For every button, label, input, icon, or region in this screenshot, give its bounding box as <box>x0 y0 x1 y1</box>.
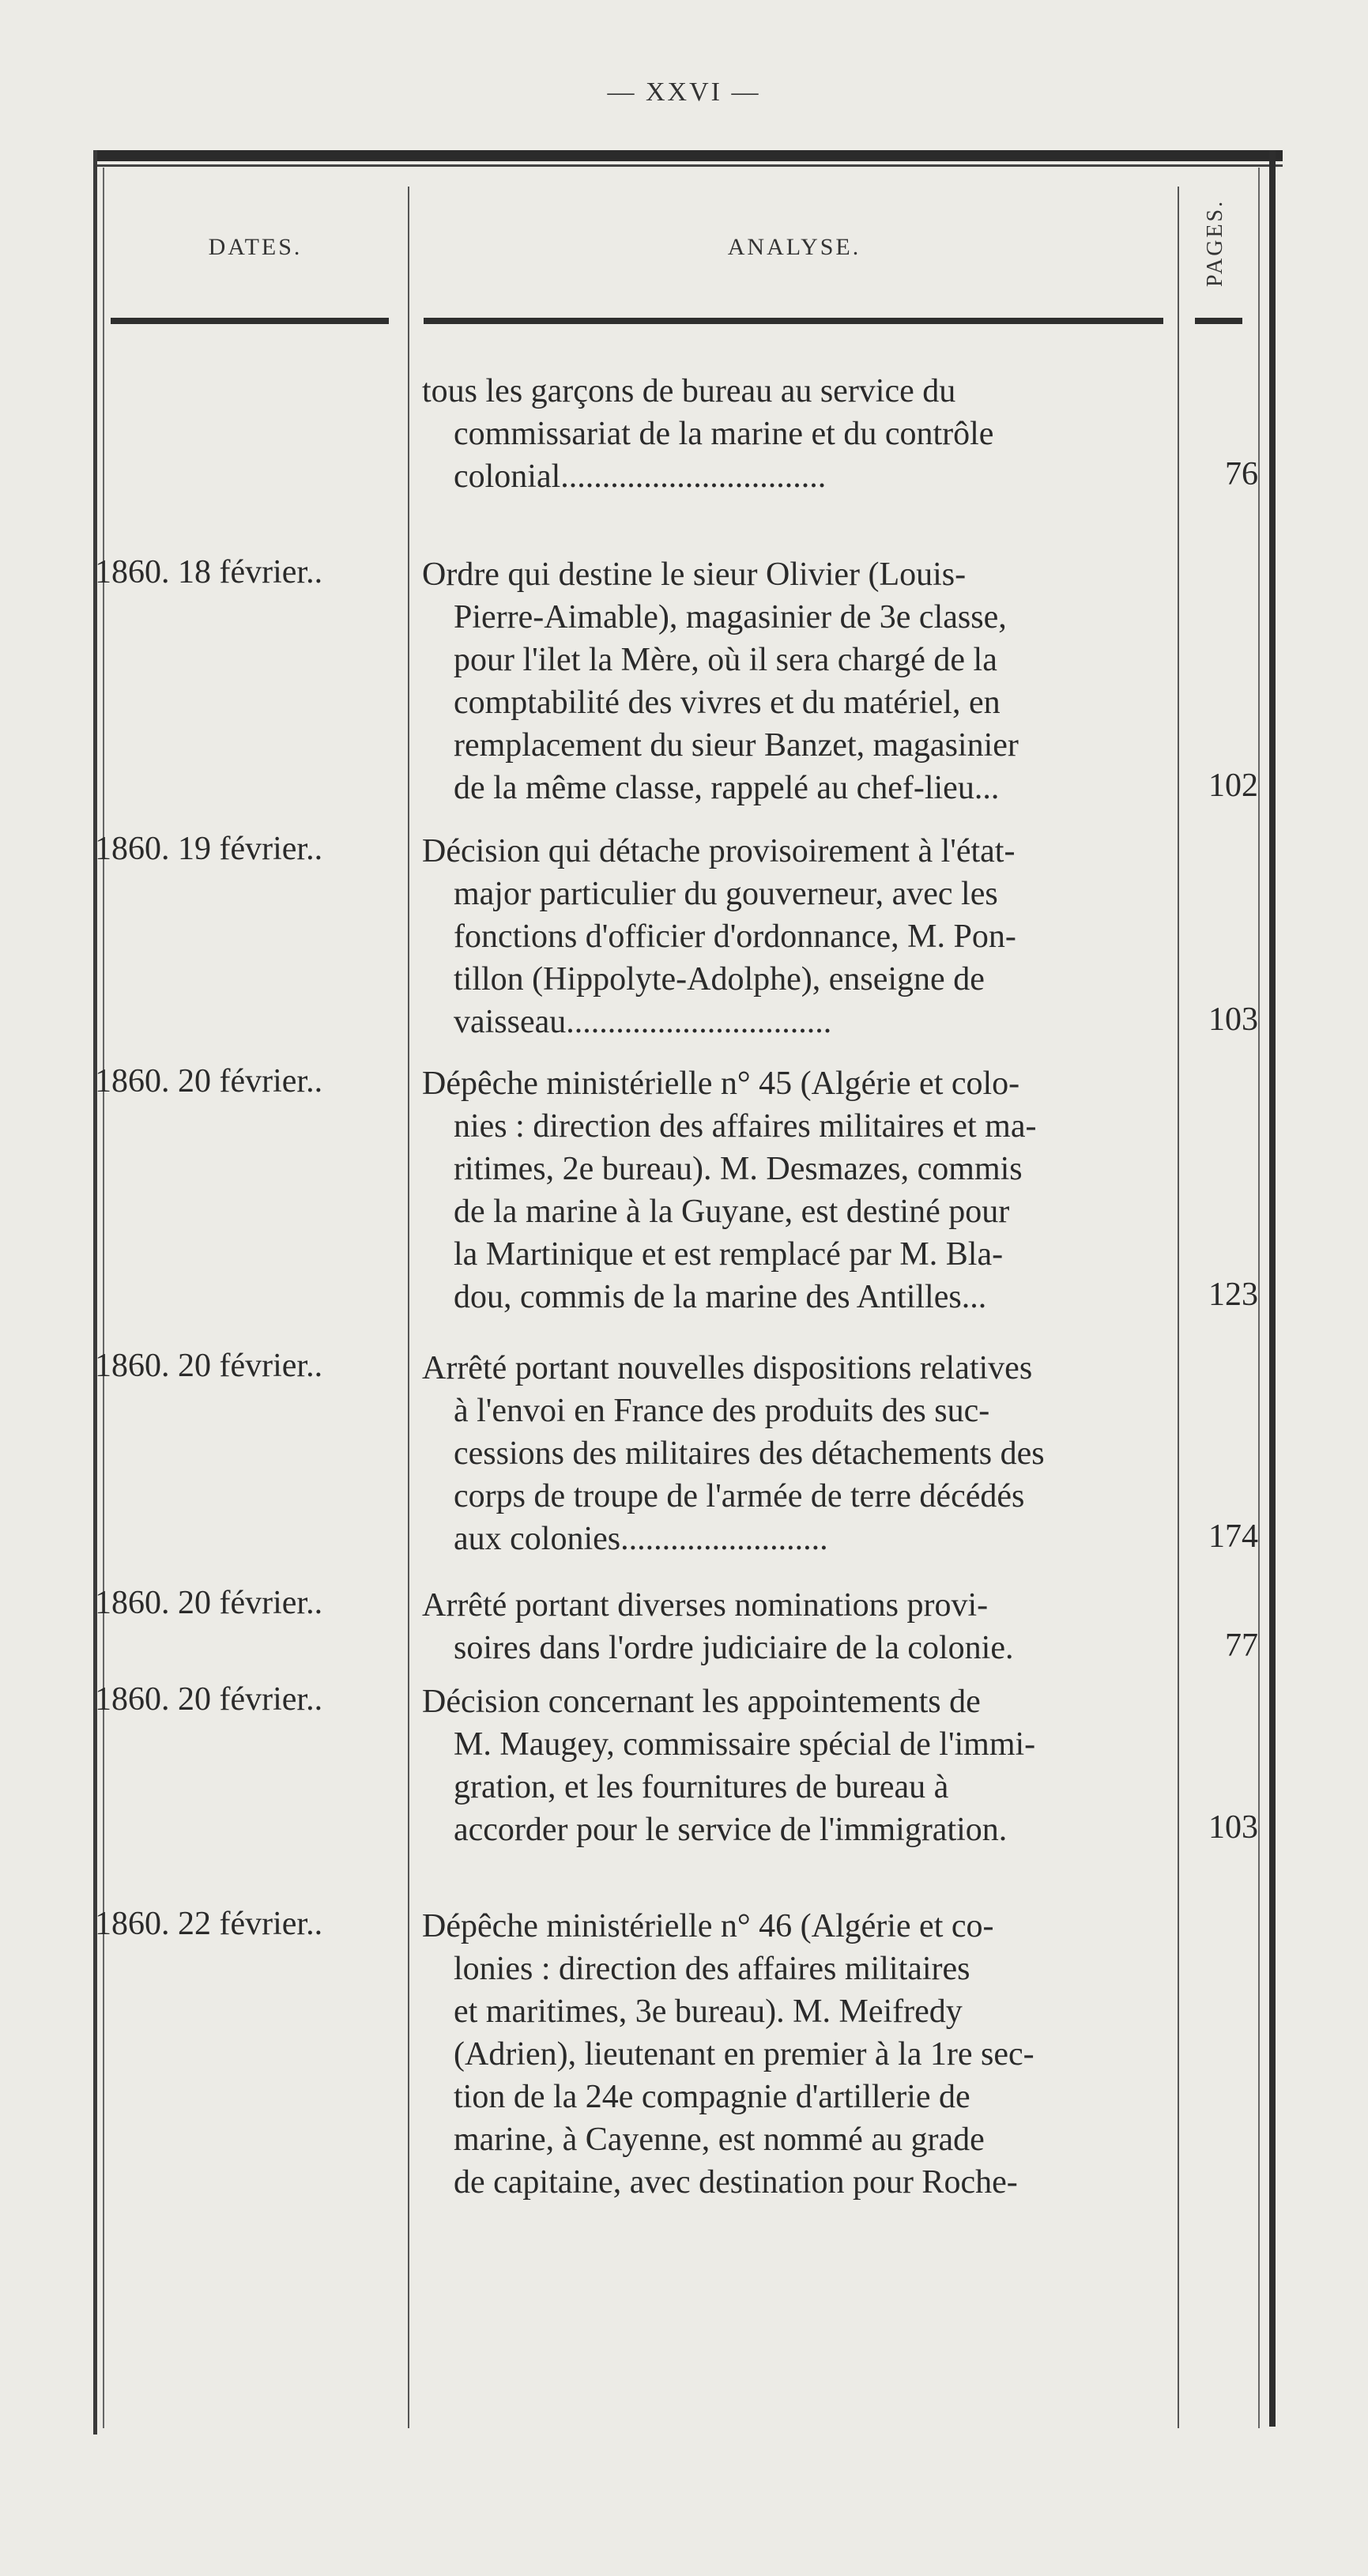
entry-analysis <box>422 370 1173 498</box>
pages-column-divider <box>1178 187 1179 2428</box>
analysis-line: Arrêté portant diverses nominations provi- <box>422 1587 989 1624</box>
table-top-border-thin <box>93 164 1283 167</box>
analysis-line: corps de troupe de l'armée de terre décédés <box>454 1478 1025 1514</box>
analysis-line: cessions des militaires des détachements des <box>454 1435 1045 1472</box>
dates-column-divider <box>408 187 409 2428</box>
analysis-line: Décision concernant les appointements de <box>422 1684 981 1720</box>
analysis-line: M. Maugey, commissaire spécial de l'immi- <box>454 1726 1036 1763</box>
entry-analysis <box>422 830 1173 1043</box>
entry-page-number: 123 <box>1208 1277 1258 1313</box>
analysis-line: tion de la 24e compagnie d'artillerie de <box>454 2079 970 2115</box>
analysis-line: gration, et les fournitures de bureau à <box>454 1769 949 1805</box>
analysis-line: de capitaine, avec destination pour Roche- <box>454 2164 1018 2201</box>
pages-column-header: PAGES. <box>1203 198 1227 287</box>
table-right-inner-border <box>1258 168 1260 2428</box>
entry-page-number: 77 <box>1225 1627 1258 1664</box>
analysis-line: tous les garçons de bureau au service du <box>422 373 956 409</box>
analysis-line: nies : direction des affaires militaires et ma- <box>454 1108 1037 1145</box>
entry-date: 1860. 19 février.. <box>95 831 323 867</box>
analysis-line: remplacement du sieur Banzet, magasinier <box>454 727 1019 764</box>
analysis-line: dou, commis de la marine des Antilles... <box>454 1279 987 1315</box>
analysis-line: (Adrien), lieutenant en premier à la 1re sec- <box>454 2036 1034 2072</box>
dates-column-header: DATES. <box>208 234 303 260</box>
entry-page-number: 76 <box>1225 456 1258 492</box>
analysis-line: de la même classe, rappelé au chef-lieu... <box>454 770 1000 806</box>
analysis-line: aux colonies......................... <box>454 1521 828 1557</box>
analysis-line: Dépêche ministérielle n° 45 (Algérie et colo- <box>422 1065 1020 1102</box>
analysis-line: lonies : direction des affaires militaires <box>454 1951 970 1987</box>
entry-analysis <box>422 1584 1173 1669</box>
entry-page-number: 174 <box>1208 1518 1258 1555</box>
analysis-line: Dépêche ministérielle n° 46 (Algérie et co- <box>422 1908 994 1944</box>
pages-header-rule <box>1195 318 1242 324</box>
entry-date: 1860. 20 février.. <box>95 1348 323 1384</box>
analysis-line: à l'envoi en France des produits des suc- <box>454 1393 990 1429</box>
analysis-line: tillon (Hippolyte-Adolphe), enseigne de <box>454 961 985 998</box>
analysis-line: Décision qui détache provisoirement à l'état- <box>422 833 1016 869</box>
analysis-line: major particulier du gouverneur, avec les <box>454 876 998 912</box>
analysis-line: Arrêté portant nouvelles dispositions relatives <box>422 1350 1033 1386</box>
table-right-border <box>1269 150 1276 2427</box>
entry-analysis <box>422 1347 1173 1560</box>
analysis-line: soires dans l'ordre judiciaire de la colonie. <box>454 1630 1014 1666</box>
entry-date: 1860. 18 février.. <box>95 554 323 590</box>
entry-date: 1860. 20 février.. <box>95 1585 323 1621</box>
analysis-line: et maritimes, 3e bureau). M. Meifredy <box>454 1993 963 2030</box>
analysis-line: marine, à Cayenne, est nommé au grade <box>454 2122 985 2158</box>
analyse-column-header: ANALYSE. <box>727 234 861 260</box>
analysis-line: Pierre-Aimable), magasinier de 3e classe, <box>454 599 1007 636</box>
entry-date: 1860. 20 février.. <box>95 1681 323 1718</box>
entry-analysis <box>422 1062 1173 1318</box>
analyse-header-rule <box>424 318 1163 324</box>
entry-page-number: 103 <box>1208 1001 1258 1038</box>
analysis-line: Ordre qui destine le sieur Olivier (Louis- <box>422 556 967 593</box>
entry-page-number: 103 <box>1208 1809 1258 1846</box>
analysis-line: la Martinique et est remplacé par M. Bla- <box>454 1236 1004 1273</box>
analysis-line: ritimes, 2e bureau). M. Desmazes, commis <box>454 1151 1023 1187</box>
table-top-border <box>93 150 1283 161</box>
analysis-line: comptabilité des vivres et du matériel, en <box>454 685 1001 721</box>
analysis-line: vaisseau................................ <box>454 1004 832 1040</box>
analysis-line: commissariat de la marine et du contrôle <box>454 416 994 452</box>
analysis-line: colonial................................ <box>454 458 827 495</box>
dates-header-rule <box>111 318 389 324</box>
entry-analysis <box>422 553 1173 809</box>
table-left-border <box>93 150 97 2435</box>
entry-analysis <box>422 1905 1173 2204</box>
page-header: — XXVI — <box>607 77 761 107</box>
analysis-line: de la marine à la Guyane, est destiné pour <box>454 1194 1010 1230</box>
analysis-line: fonctions d'officier d'ordonnance, M. Pon- <box>454 918 1016 955</box>
entry-date: 1860. 22 février.. <box>95 1906 323 1942</box>
analysis-line: pour l'ilet la Mère, où il sera chargé de la <box>454 642 997 678</box>
analysis-line: accorder pour le service de l'immigration. <box>454 1812 1008 1848</box>
entry-page-number: 102 <box>1208 768 1258 804</box>
entry-date: 1860. 20 février.. <box>95 1063 323 1099</box>
table-left-inner-border <box>103 168 104 2428</box>
entry-analysis <box>422 1680 1173 1851</box>
